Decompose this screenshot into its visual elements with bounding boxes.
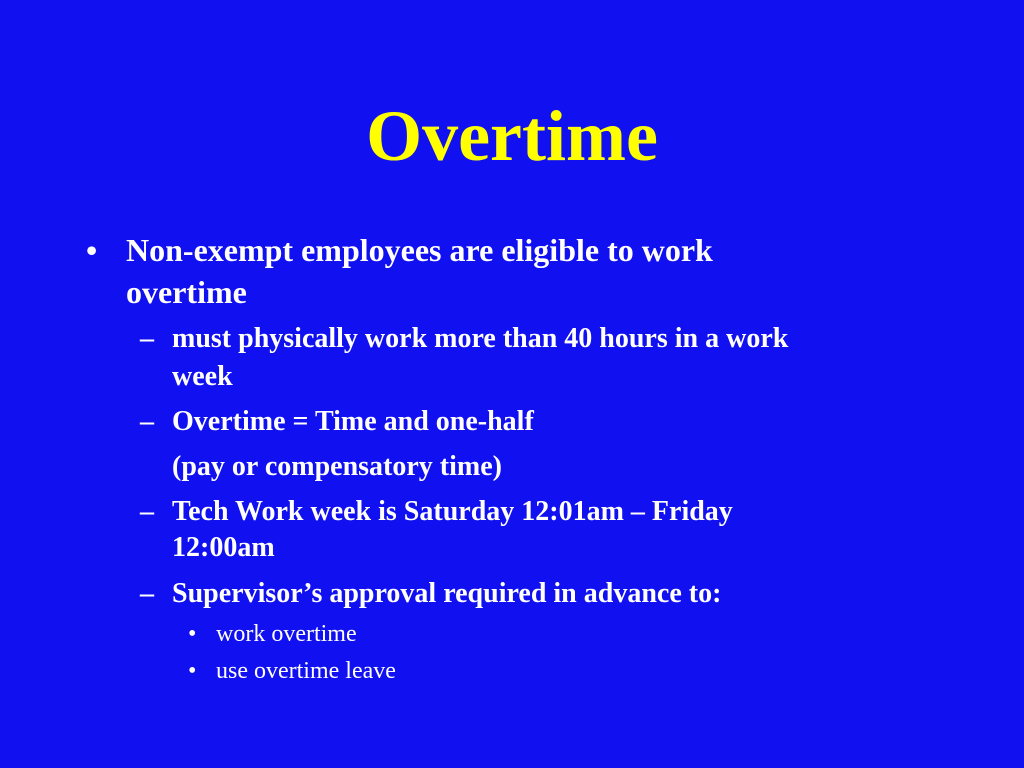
sub-bullet-dash: – — [140, 496, 154, 527]
sub-bullet-text-line-2: week — [172, 361, 233, 392]
bullet-text-line-1: Non-exempt employees are eligible to work — [126, 232, 713, 268]
sub-bullet-text-line-2: 12:00am — [172, 532, 275, 563]
bullet-marker: • — [86, 232, 98, 268]
sub-sub-bullet-marker: • — [188, 658, 197, 684]
sub-bullet-dash: – — [140, 323, 154, 354]
sub-bullet-text-line-1: Overtime = Time and one-half — [172, 406, 534, 437]
sub-bullet-text-line-1: Tech Work week is Saturday 12:01am – Friday — [172, 496, 733, 527]
sub-bullet-dash: – — [140, 406, 154, 437]
sub-sub-bullet-marker: • — [188, 621, 197, 647]
slide-title: Overtime — [366, 96, 658, 176]
sub-sub-bullet-text: use overtime leave — [216, 658, 396, 684]
sub-sub-bullet-text: work overtime — [216, 621, 357, 647]
sub-bullet-text-line-2: (pay or compensatory time) — [172, 451, 502, 482]
sub-bullet-dash: – — [140, 578, 154, 609]
sub-bullet-text-line-1: Supervisor’s approval required in advance to: — [172, 578, 722, 609]
bullet-text-line-2: overtime — [126, 274, 247, 310]
sub-bullet-text-line-1: must physically work more than 40 hours in a work — [172, 323, 789, 354]
